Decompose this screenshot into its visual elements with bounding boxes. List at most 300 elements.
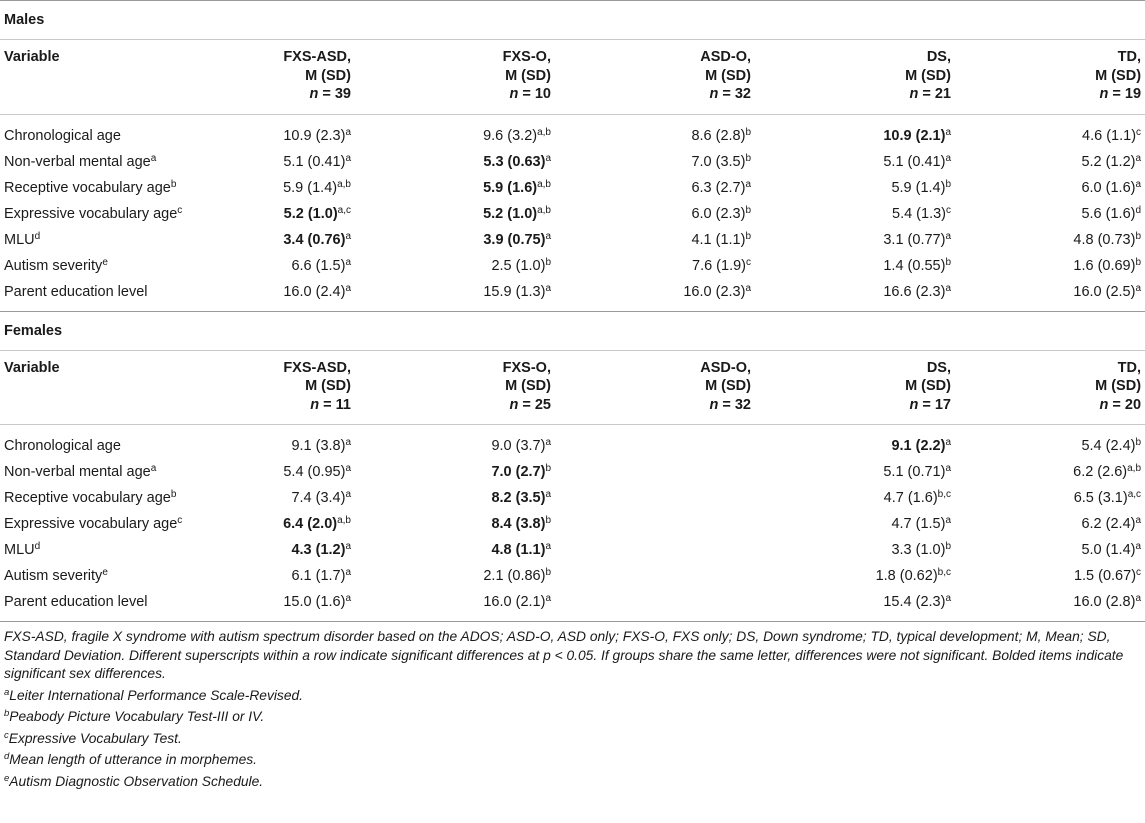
cell-superscript: a — [345, 437, 351, 448]
header-line: FXS-O, — [502, 49, 551, 65]
row-label — [0, 589, 240, 622]
cell-value: 4.3 (1.2) — [291, 542, 346, 558]
footnote-text: Autism Diagnostic Observation Schedule. — [9, 773, 264, 789]
cell-superscript: a,b — [537, 204, 551, 216]
cell-superscript: b — [745, 152, 751, 164]
cell-superscript: a — [745, 178, 751, 190]
table-cell — [755, 511, 955, 537]
table-cell — [755, 537, 955, 563]
n-equals: = — [1108, 396, 1125, 413]
cell-superscript: a — [945, 515, 951, 526]
cell-value: 16.0 (2.3) — [683, 283, 746, 300]
row-label-text: MLU — [4, 542, 35, 558]
header-n — [244, 85, 351, 104]
table-cell — [240, 227, 355, 253]
cell-value: 6.0 (1.6) — [1081, 179, 1136, 196]
header-line: ASD-O, — [700, 49, 751, 65]
table-cell — [755, 123, 955, 149]
header-n — [244, 396, 351, 415]
column-header-group — [555, 350, 755, 425]
row-label — [0, 511, 240, 537]
table-row — [0, 123, 1145, 149]
table-cell — [240, 537, 355, 563]
row-label-footnote-mark: e — [102, 567, 108, 578]
n-symbol: n — [709, 86, 719, 102]
cell-value: 15.4 (2.3) — [883, 594, 946, 610]
table-row — [0, 511, 1145, 537]
table-cell — [240, 589, 355, 622]
footnote-mark: a — [4, 686, 10, 698]
cell-value: 9.6 (3.2) — [483, 127, 538, 144]
row-label-text: MLU — [4, 231, 35, 248]
header-line: M (SD) — [305, 378, 351, 394]
cell-value: 16.0 (2.8) — [1073, 594, 1136, 610]
row-label — [0, 227, 240, 253]
cell-value: 8.4 (3.8) — [491, 516, 546, 532]
cell-superscript: a,c — [1127, 489, 1142, 500]
cell-superscript: a — [1135, 152, 1142, 164]
section-title: Males — [0, 1, 1145, 40]
header-line: M (SD) — [1095, 378, 1142, 394]
cell-superscript: b — [545, 515, 551, 526]
cell-value: 15.9 (1.3) — [483, 283, 546, 300]
table-cell — [240, 279, 355, 312]
header-n — [359, 85, 551, 104]
row-label-footnote-mark: d — [34, 541, 41, 552]
footnote-mark: e — [4, 772, 10, 784]
cell-superscript: a,c — [337, 204, 351, 216]
table-cell — [355, 123, 555, 149]
cell-value: 5.2 (1.2) — [1081, 153, 1136, 170]
header-n — [559, 396, 751, 415]
males-section — [0, 1, 1145, 312]
table-cell — [240, 459, 355, 485]
cell-superscript: a — [1135, 541, 1142, 552]
cell-value: 5.3 (0.63) — [483, 153, 546, 170]
table-cell — [755, 589, 955, 622]
footnote-mark: b — [4, 708, 10, 719]
row-label-footnote-mark: a — [150, 152, 157, 164]
n-value: 11 — [335, 396, 351, 413]
table-cell — [955, 253, 1145, 279]
header-row — [0, 40, 1145, 115]
cell-value: 4.6 (1.1) — [1082, 127, 1137, 144]
row-label — [0, 175, 240, 201]
cell-value: 1.4 (0.55) — [883, 257, 946, 274]
cell-value: 6.1 (1.7) — [291, 568, 346, 584]
table-cell — [955, 485, 1145, 511]
n-symbol: n — [1099, 396, 1109, 413]
header-n — [959, 396, 1141, 415]
n-equals: = — [1108, 86, 1125, 102]
cell-superscript: a — [545, 593, 551, 604]
cell-value: 15.0 (1.6) — [283, 594, 346, 610]
header-n — [359, 396, 551, 415]
table-cell — [240, 123, 355, 149]
cell-superscript: c — [946, 204, 951, 216]
table-cell — [555, 537, 755, 563]
cell-superscript: a — [545, 230, 551, 242]
n-symbol: n — [709, 396, 719, 413]
row-label — [0, 123, 240, 149]
cell-value: 5.2 (1.0) — [483, 205, 538, 222]
table-row — [0, 433, 1145, 459]
n-value: 39 — [334, 86, 351, 102]
cell-value: 10.9 (2.1) — [883, 127, 946, 144]
cell-superscript: a — [345, 230, 351, 242]
cell-superscript: a — [945, 230, 951, 242]
row-label-footnote-mark: e — [102, 256, 108, 268]
table-cell — [755, 201, 955, 227]
cell-value: 3.9 (0.75) — [483, 231, 546, 248]
cell-superscript: a — [745, 282, 751, 294]
row-label-text: Parent education level — [4, 594, 148, 610]
cell-superscript: a — [945, 152, 951, 164]
cell-value: 5.1 (0.41) — [283, 153, 346, 170]
cell-superscript: c — [1136, 567, 1142, 578]
cell-superscript: b — [745, 204, 751, 216]
table-cell — [955, 149, 1145, 175]
footnote-mark: d — [4, 751, 10, 762]
table-cell — [755, 485, 955, 511]
cell-superscript: a — [345, 541, 351, 552]
n-symbol: n — [909, 396, 919, 413]
n-equals: = — [518, 86, 535, 102]
row-label — [0, 253, 240, 279]
cell-value: 5.1 (0.41) — [883, 153, 946, 170]
table-cell — [240, 253, 355, 279]
table-cell — [555, 253, 755, 279]
table-cell — [240, 511, 355, 537]
cell-value: 5.6 (1.6) — [1081, 205, 1136, 222]
cell-value: 5.9 (1.4) — [283, 179, 338, 196]
header-line: M (SD) — [705, 378, 751, 394]
row-label-text: Chronological age — [4, 438, 121, 454]
footnote-list — [4, 687, 1141, 792]
table-row — [0, 485, 1145, 511]
cell-value: 5.0 (1.4) — [1081, 542, 1136, 558]
header-line: FXS-ASD, — [283, 359, 351, 376]
table-cell — [355, 175, 555, 201]
table-cell — [355, 279, 555, 312]
cell-value: 4.8 (1.1) — [491, 542, 546, 558]
column-header-group — [355, 350, 555, 425]
row-label-text: Autism severity — [4, 257, 103, 274]
table-cell — [555, 227, 755, 253]
footnote-text: Expressive Vocabulary Test. — [8, 730, 182, 746]
header-line: Variable — [4, 359, 60, 376]
column-header-group — [955, 40, 1145, 115]
cell-superscript: b — [945, 256, 951, 268]
cell-value: 4.7 (1.6) — [883, 490, 938, 506]
header-line: TD, — [1117, 49, 1142, 65]
table-cell — [355, 253, 555, 279]
cell-value: 5.1 (0.71) — [883, 464, 946, 480]
header-line: TD, — [1117, 359, 1142, 376]
header-line: M (SD) — [705, 67, 751, 84]
footnote-mark: c — [4, 729, 9, 741]
table-cell — [955, 123, 1145, 149]
cell-superscript: a — [945, 282, 951, 294]
cell-superscript: a — [545, 489, 551, 500]
table-cell — [355, 563, 555, 589]
header-n — [959, 85, 1141, 104]
cell-superscript: a — [1135, 515, 1142, 526]
cell-superscript: a — [1135, 593, 1142, 604]
section-title-row — [0, 311, 1145, 350]
table-cell — [555, 563, 755, 589]
table-cell — [355, 459, 555, 485]
cell-superscript: b — [945, 541, 951, 552]
cell-value: 3.4 (0.76) — [283, 231, 346, 248]
table-row — [0, 589, 1145, 622]
header-line: M (SD) — [305, 67, 351, 84]
table-cell — [555, 511, 755, 537]
header-line: DS, — [926, 359, 951, 376]
cell-value: 4.7 (1.5) — [891, 516, 946, 532]
table-cell — [240, 201, 355, 227]
table-row — [0, 279, 1145, 312]
n-equals: = — [518, 396, 535, 413]
cell-value: 6.0 (2.3) — [691, 205, 746, 222]
table-cell — [555, 149, 755, 175]
column-header-group — [240, 40, 355, 115]
header-line: FXS-ASD, — [283, 49, 351, 65]
cell-superscript: a — [945, 126, 951, 138]
row-label — [0, 201, 240, 227]
table-cell — [355, 149, 555, 175]
header-line: DS, — [926, 49, 951, 65]
table-cell — [955, 433, 1145, 459]
n-value: 25 — [534, 396, 551, 413]
row-label-text: Expressive vocabulary age — [4, 205, 178, 222]
row-label — [0, 433, 240, 459]
cell-superscript: a — [345, 593, 351, 604]
cell-value: 1.8 (0.62) — [875, 568, 938, 584]
column-header-variable — [0, 40, 240, 115]
cell-value: 9.1 (2.2) — [891, 438, 946, 454]
cell-value: 16.0 (2.1) — [483, 594, 546, 610]
cell-superscript: a — [945, 593, 951, 604]
row-label-footnote-mark: c — [177, 204, 183, 216]
spacer-row — [0, 114, 1145, 123]
cell-value: 3.1 (0.77) — [883, 231, 946, 248]
row-label — [0, 149, 240, 175]
cell-superscript: a — [545, 437, 551, 448]
n-value: 32 — [734, 396, 751, 413]
table-cell — [355, 511, 555, 537]
cell-superscript: a,b — [337, 178, 351, 190]
table-cell — [355, 433, 555, 459]
cell-superscript: a,b — [337, 515, 351, 526]
cell-value: 8.6 (2.8) — [691, 127, 746, 144]
cell-value: 3.3 (1.0) — [891, 542, 946, 558]
table-row — [0, 227, 1145, 253]
cell-value: 2.1 (0.86) — [483, 568, 546, 584]
cell-value: 6.5 (3.1) — [1073, 490, 1128, 506]
cell-value: 7.4 (3.4) — [291, 490, 346, 506]
cell-value: 8.2 (3.5) — [491, 490, 546, 506]
cell-superscript: b — [945, 178, 951, 190]
table-cell — [955, 589, 1145, 622]
cell-superscript: a,b — [1127, 463, 1142, 474]
cell-superscript: a — [345, 489, 351, 500]
cell-superscript: c — [746, 256, 751, 268]
cell-value: 4.1 (1.1) — [691, 231, 746, 248]
cell-value: 7.0 (2.7) — [491, 464, 546, 480]
n-value: 19 — [1124, 86, 1142, 102]
table-row — [0, 201, 1145, 227]
cell-superscript: a — [945, 463, 951, 474]
row-label-text: Non-verbal mental age — [4, 464, 151, 480]
table-row — [0, 537, 1145, 563]
header-line: M (SD) — [505, 378, 551, 394]
row-label — [0, 485, 240, 511]
row-label — [0, 459, 240, 485]
cell-superscript: a — [345, 152, 351, 164]
footnote-text: Mean length of utterance in morphemes. — [9, 752, 258, 767]
cell-superscript: b — [545, 567, 551, 578]
footnote — [4, 730, 1141, 749]
table-cell — [955, 459, 1145, 485]
cell-value: 6.6 (1.5) — [291, 257, 346, 274]
cell-superscript: a — [345, 126, 351, 138]
header-n — [759, 85, 951, 104]
cell-value: 9.0 (3.7) — [491, 438, 546, 454]
column-header-group — [755, 350, 955, 425]
cell-superscript: a,b — [537, 126, 551, 138]
table-cell — [555, 201, 755, 227]
table-cell — [555, 433, 755, 459]
row-label-footnote-mark: d — [34, 230, 41, 242]
row-label-text: Chronological age — [4, 127, 121, 144]
cell-value: 9.1 (3.8) — [291, 438, 346, 454]
header-line: M (SD) — [1095, 67, 1142, 84]
n-equals: = — [318, 86, 335, 102]
cell-superscript: b — [1135, 230, 1142, 242]
cell-superscript: a — [545, 152, 551, 164]
n-equals: = — [718, 396, 735, 413]
cell-superscript: a — [1135, 178, 1142, 190]
footnote-text: Peabody Picture Vocabulary Test-III or IV. — [9, 709, 265, 724]
table-cell — [955, 227, 1145, 253]
cell-value: 6.4 (2.0) — [283, 516, 338, 532]
cell-value: 10.9 (2.3) — [283, 127, 346, 144]
table-cell — [955, 175, 1145, 201]
cell-value: 1.5 (0.67) — [1073, 568, 1137, 584]
footnote-text: Leiter International Performance Scale-Revised. — [9, 687, 304, 703]
header-line: FXS-O, — [502, 359, 551, 376]
footnote — [4, 708, 1141, 727]
section-title: Females — [0, 311, 1145, 350]
table-cell — [555, 123, 755, 149]
column-header-group — [355, 40, 555, 115]
footnote — [4, 773, 1141, 792]
cell-value: 16.0 (2.5) — [1073, 283, 1136, 300]
column-header-group — [755, 40, 955, 115]
n-symbol: n — [509, 86, 519, 102]
cell-superscript: b — [545, 256, 551, 268]
footnote-main: FXS-ASD, fragile X syndrome with autism spectrum disorder based on the ADOS; ASD-O, ASD only; FXS-O, FXS only; DS, Down syndrome; TD, typical development; M, Mean; SD, Standard Deviation. Different superscripts within a row indicate significant differences at p < 0.05. If groups share the same letter, differences were not significant. Bolded items indicate significant sex differences. — [4, 629, 1124, 681]
cell-value: 16.6 (2.3) — [883, 283, 946, 300]
cell-superscript: a,b — [537, 178, 551, 190]
header-line: M (SD) — [505, 67, 551, 84]
cell-superscript: a — [345, 256, 351, 268]
cell-value: 4.8 (0.73) — [1073, 231, 1136, 248]
table-cell — [755, 563, 955, 589]
n-equals: = — [718, 86, 735, 102]
n-symbol: n — [310, 396, 320, 413]
table-cell — [240, 485, 355, 511]
n-symbol: n — [909, 86, 919, 102]
footnote — [4, 751, 1141, 770]
n-symbol: n — [1099, 86, 1109, 102]
n-value: 32 — [734, 86, 751, 102]
females-section — [0, 311, 1145, 622]
n-equals: = — [918, 86, 935, 102]
row-label-text: Autism severity — [4, 568, 103, 584]
table-cell — [755, 149, 955, 175]
footnote — [4, 687, 1141, 706]
cell-value: 2.5 (1.0) — [491, 257, 546, 274]
table-cell — [555, 279, 755, 312]
row-label-text: Receptive vocabulary age — [4, 179, 171, 196]
table-cell — [955, 537, 1145, 563]
table-cell — [240, 175, 355, 201]
cell-superscript: b — [1135, 437, 1142, 448]
table-cell — [355, 201, 555, 227]
row-label-footnote-mark: b — [170, 178, 177, 190]
header-n — [759, 396, 951, 415]
cell-superscript: a — [1135, 282, 1142, 294]
table-cell — [555, 175, 755, 201]
table-cell — [755, 459, 955, 485]
table-row — [0, 253, 1145, 279]
header-line: ASD-O, — [700, 359, 751, 376]
row-label-text: Non-verbal mental age — [4, 153, 151, 170]
header-n — [559, 85, 751, 104]
cell-superscript: b,c — [937, 567, 951, 578]
table-cell — [240, 433, 355, 459]
cell-value: 5.4 (0.95) — [283, 464, 346, 480]
row-label-text: Parent education level — [4, 283, 148, 300]
section-title-row — [0, 1, 1145, 40]
table-cell — [555, 485, 755, 511]
column-header-group — [240, 350, 355, 425]
row-label-footnote-mark: b — [170, 489, 177, 500]
cell-superscript: a — [545, 541, 551, 552]
row-label-text: Expressive vocabulary age — [4, 516, 178, 532]
n-value: 21 — [934, 86, 951, 102]
cell-value: 5.4 (2.4) — [1081, 438, 1136, 454]
cell-value: 5.2 (1.0) — [283, 205, 338, 222]
table-row — [0, 175, 1145, 201]
column-header-group — [955, 350, 1145, 425]
cell-superscript: a — [945, 437, 951, 448]
cell-superscript: b — [745, 230, 751, 242]
table-cell — [355, 227, 555, 253]
cell-superscript: b — [745, 126, 751, 138]
cell-superscript: a — [345, 282, 351, 294]
table-row — [0, 459, 1145, 485]
n-value: 10 — [534, 86, 551, 102]
spacer-row — [0, 425, 1145, 434]
header-line: Variable — [4, 49, 60, 65]
row-label — [0, 537, 240, 563]
column-header-variable — [0, 350, 240, 425]
table-row — [0, 149, 1145, 175]
n-equals: = — [918, 396, 935, 413]
